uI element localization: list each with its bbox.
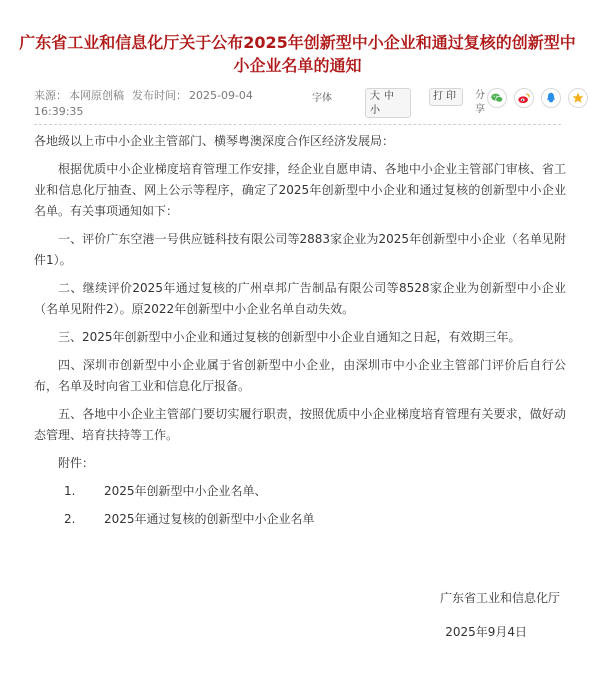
source-label: 来源：: [34, 89, 67, 102]
weibo-icon[interactable]: [514, 88, 534, 108]
attachments-label: 附件：: [58, 456, 95, 470]
paragraph: 二、继续评价2025年通过复核的广州卓邦广告制品有限公司等8528家企业为创新型中小企业（名单见附件2）。原2022年创新型中小企业名单自动失效。: [34, 281, 566, 316]
article-title: 广东省工业和信息化厅关于公布2025年创新型中小企业和通过复核的创新型中小企业名单的通知: [19, 33, 576, 75]
qq-icon[interactable]: [541, 88, 561, 108]
publish-time: 16:39:35: [34, 105, 84, 118]
article-body: [34, 131, 566, 537]
attachment-item[interactable]: [34, 509, 566, 530]
paragraph: 四、深圳市创新型中小企业属于省创新型中小企业，由深圳市中小企业主管部门评价后自行公布，名单及时向省工业和信息化厅报备。: [34, 358, 566, 393]
signature: 广东省工业和信息化厅: [439, 591, 560, 605]
meta-divider: [34, 124, 561, 125]
paragraph: 根据优质中小企业梯度培育管理工作安排，经企业自愿申请、各地中小企业主管部门审核、省工业和信息化厅抽查、网上公示等程序，确定了2025年创新型中小企业和通过复核的创新型中小企业名单。有关事项通知如下：: [34, 162, 566, 218]
share-label: 分享: [475, 90, 485, 115]
paragraph: 五、各地中小企业主管部门要切实履行职责，按照优质中小企业梯度培育管理有关要求，做好动态管理、培育扶持等工作。: [34, 407, 566, 442]
meta-info: [34, 88, 294, 120]
print-button[interactable]: 打印: [429, 88, 463, 106]
wechat-icon[interactable]: [487, 88, 507, 108]
attachment-link[interactable]: 2025年通过复核的创新型中小企业名单: [104, 512, 315, 526]
qzone-icon[interactable]: [568, 88, 588, 108]
font-size-label: 字体: [312, 93, 332, 104]
source-value: 本网原创稿: [69, 89, 124, 102]
attachment-item[interactable]: [34, 481, 566, 502]
time-label: 发布时间：: [132, 89, 187, 102]
paragraph: 三、2025年创新型中小企业和通过复核的创新型中小企业自通知之日起，有效期三年。: [58, 330, 521, 344]
attachment-number: 2.: [64, 512, 76, 526]
salutation: 各地级以上市中小企业主管部门、横琴粤澳深度合作区经济发展局：: [34, 134, 395, 148]
article-meta-bar: [34, 88, 564, 122]
paragraph: 一、评价广东空港一号供应链科技有限公司等2883家企业为2025年创新型中小企业（名单见附件1）。: [34, 232, 566, 267]
font-size-buttons[interactable]: 大中小: [365, 88, 411, 118]
attachment-number: 1.: [64, 484, 76, 498]
publish-date: 2025-09-04: [189, 89, 253, 102]
signature-date: 2025年9月4日: [445, 625, 527, 639]
attachment-link[interactable]: 2025年创新型中小企业名单、: [104, 484, 267, 498]
